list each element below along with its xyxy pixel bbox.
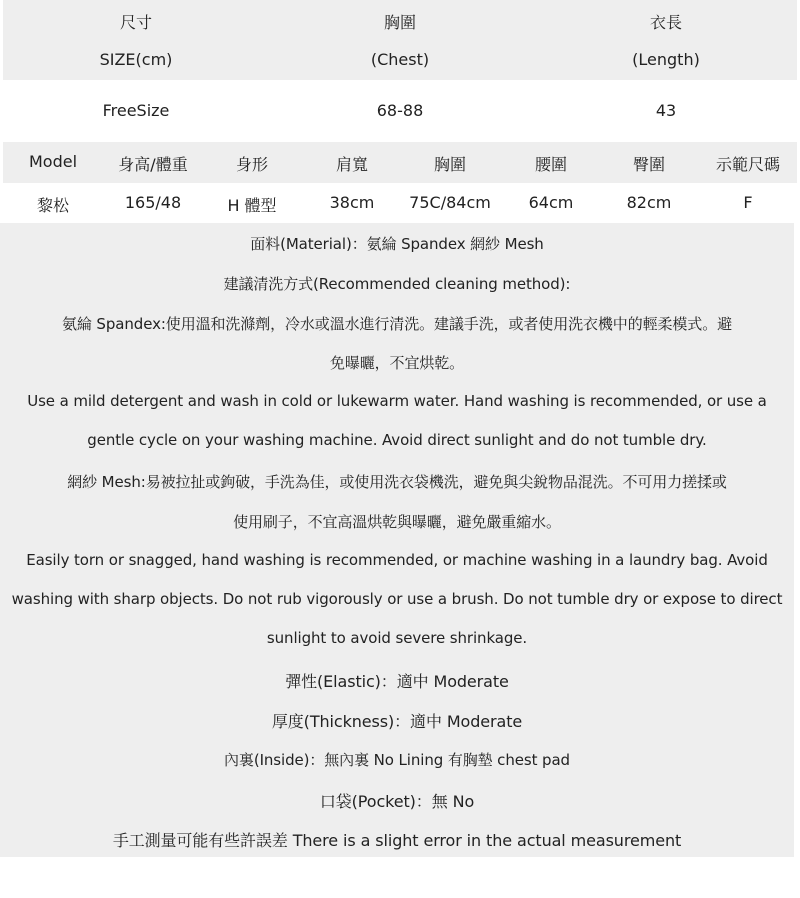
- mesh-en-line-1: Easily torn or snagged, hand washing is recommended, or machine washing in a laundry bag. Avoid: [26, 551, 768, 569]
- thickness-line: 厚度(Thickness)：適中 Moderate: [271, 712, 523, 731]
- model-header-height-weight: 身高/體重: [118, 155, 188, 174]
- size-header-en-length: (Length): [632, 50, 700, 69]
- size-table-header: [3, 0, 797, 80]
- model-table-row: [3, 183, 797, 223]
- model-value-hip: 82cm: [626, 193, 672, 212]
- model-value-body-shape: H 體型: [227, 196, 277, 215]
- mesh-en-line-3: sunlight to avoid severe shrinkage.: [266, 629, 528, 647]
- spandex-en-line-2: gentle cycle on your washing machine. Avoid direct sunlight and do not tumble dry.: [87, 431, 707, 449]
- size-header-en-chest: (Chest): [370, 50, 430, 69]
- model-value-size-shown: F: [743, 193, 753, 212]
- model-value-name: 黎松: [36, 196, 70, 215]
- cleaning-title: 建議清洗方式(Recommended cleaning method):: [223, 275, 571, 293]
- size-value-size: FreeSize: [102, 101, 170, 120]
- size-header-zh-size: 尺寸: [119, 13, 153, 32]
- measurement-error-line: 手工測量可能有些許誤差 There is a slight error in the actual measurement: [112, 831, 682, 850]
- spandex-en-line-1: Use a mild detergent and wash in cold or lukewarm water. Hand washing is recommended, or use a: [27, 392, 767, 410]
- spandex-zh-line-1: 氨綸 Spandex:使用溫和洗滌劑，冷水或溫水進行清洗。建議手洗，或者使用洗衣機中的輕柔模式。避: [61, 315, 733, 333]
- model-header-chest: 胸圍: [433, 155, 467, 174]
- product-notes: [0, 223, 794, 857]
- mesh-en-line-2: washing with sharp objects. Do not rub vigorously or use a brush. Do not tumble dry or expose to direct: [11, 590, 783, 608]
- model-value-waist: 64cm: [528, 193, 574, 212]
- spandex-zh-line-2: 免曝曬，不宜烘乾。: [329, 354, 465, 372]
- pocket-line: 口袋(Pocket)：無 No: [319, 792, 475, 811]
- elastic-line: 彈性(Elastic)：適中 Moderate: [285, 672, 509, 691]
- size-header-zh-length: 衣長: [649, 13, 683, 32]
- model-value-height-weight: 165/48: [124, 193, 182, 212]
- size-header-zh-row: [3, 10, 797, 32]
- inside-line: 內裏(Inside)：無內裏 No Lining 有胸墊 chest pad: [224, 751, 570, 769]
- mesh-zh-line-1: 網紗 Mesh:易被拉扯或鉤破，手洗為佳，或使用洗衣袋機洗，避免與尖銳物品混洗。不可用力搓揉或: [67, 473, 727, 491]
- model-header-waist: 腰圍: [534, 155, 568, 174]
- model-header-body-shape: 身形: [235, 155, 269, 174]
- mesh-zh-line-2: 使用刷子，不宜高溫烘乾與曝曬，避免嚴重縮水。: [233, 513, 561, 531]
- model-value-shoulder: 38cm: [329, 193, 375, 212]
- size-header-zh-chest: 胸圍: [383, 13, 417, 32]
- size-table-row: [3, 80, 797, 142]
- size-value-length: 43: [655, 101, 677, 120]
- size-header-en-size: SIZE(cm): [99, 50, 173, 69]
- size-value-chest: 68-88: [376, 101, 424, 120]
- material-line: 面料(Material)：氨綸 Spandex 網紗 Mesh: [250, 235, 544, 253]
- model-header-shoulder: 肩寬: [335, 155, 369, 174]
- model-value-chest: 75C/84cm: [409, 193, 491, 212]
- model-table-header: [3, 142, 797, 183]
- model-header-hip: 臀圍: [632, 155, 666, 174]
- model-header-model: Model: [28, 152, 78, 171]
- model-header-size-shown: 示範尺碼: [715, 155, 781, 174]
- size-header-en-row: [3, 50, 797, 72]
